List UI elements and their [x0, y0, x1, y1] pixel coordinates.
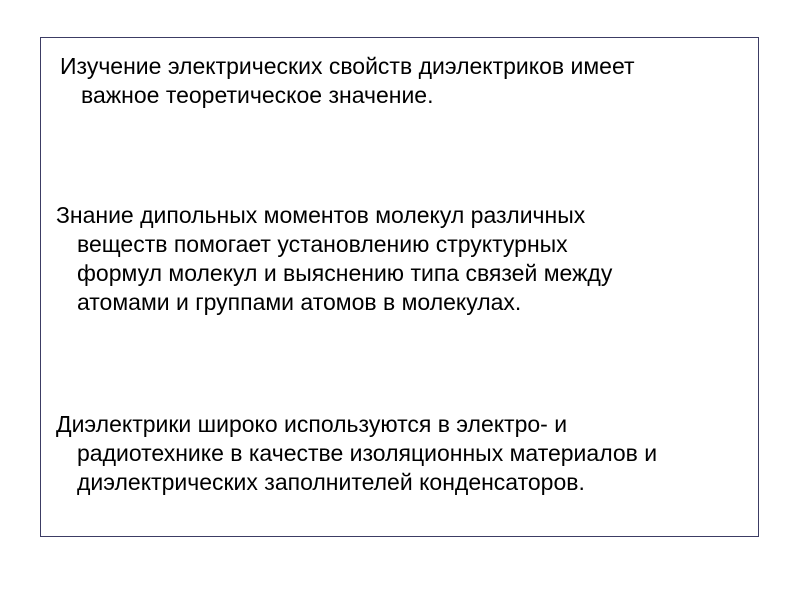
paragraph-line: атомами и группами атомов в молекулах. [77, 289, 522, 315]
paragraph-line: радиотехнике в качестве изоляционных материалов и [77, 440, 658, 466]
paragraph-line: диэлектрических заполнителей конденсаторов. [77, 469, 585, 495]
paragraph-line: формул молекул и выяснению типа связей между [77, 260, 613, 286]
paragraph-dielectric-study [60, 52, 635, 110]
paragraph-line: веществ помогает установлению структурных [77, 231, 568, 257]
paragraph-line: Диэлектрики широко используются в электро- и [56, 411, 568, 437]
paragraph-dipole-moments [56, 201, 612, 317]
paragraph-line: Знание дипольных моментов молекул различных [56, 202, 586, 228]
paragraph-line: Изучение электрических свойств диэлектриков имеет [60, 53, 635, 79]
paragraph-dielectric-usage [56, 410, 657, 497]
paragraph-line: важное теоретическое значение. [81, 82, 434, 108]
